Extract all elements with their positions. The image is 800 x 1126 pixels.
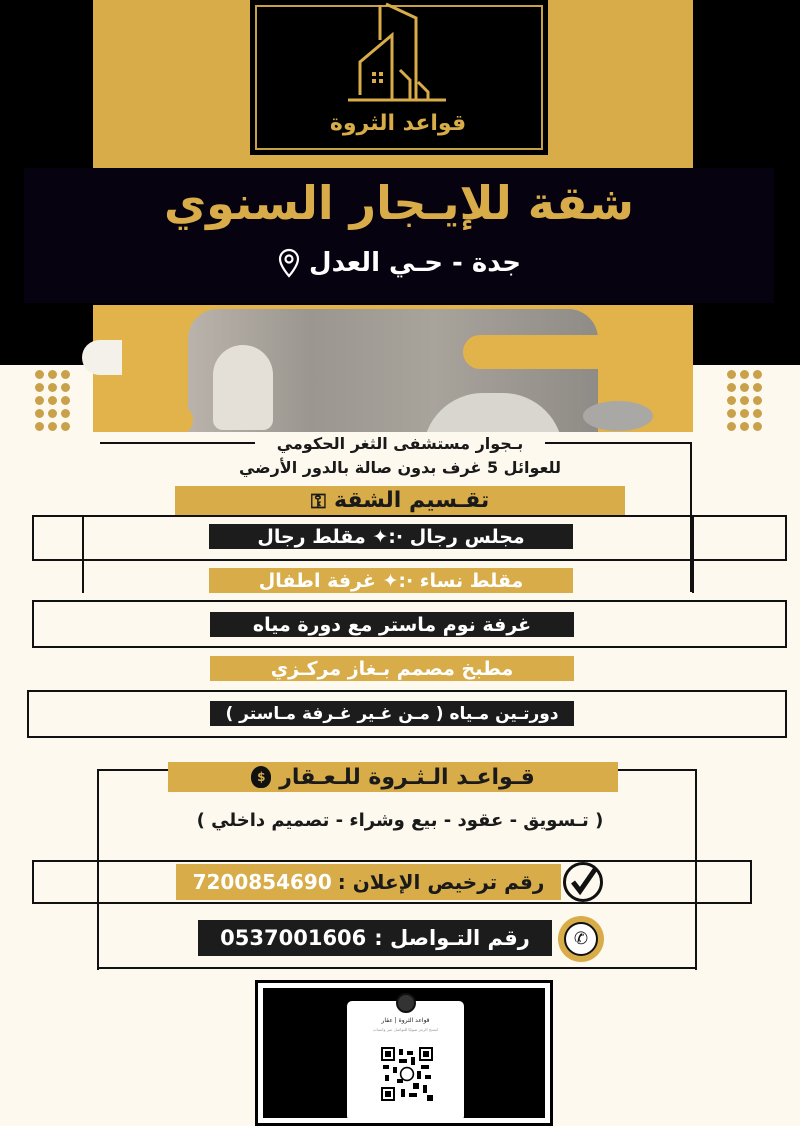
whatsapp-qr-card[interactable] xyxy=(347,1001,464,1121)
qr-subtitle: امسح الرمز ضوئيًا للتواصل عبر واتساب xyxy=(372,1027,439,1032)
detail-line-2: للعوائل 5 غرف بدون صالة بالدور الأرضي xyxy=(238,458,562,477)
building-skyline-icon xyxy=(318,0,478,150)
layout-item: مطبخ مصمم بـغاز مركـزي xyxy=(210,656,574,681)
decor-ellipse xyxy=(583,401,653,431)
license-number: رقم ترخيص الإعلان : 7200854690 xyxy=(176,864,561,900)
location xyxy=(24,248,774,278)
avatar xyxy=(396,993,416,1013)
page-title: شقة للإيـجار السنوي xyxy=(164,176,634,230)
detail-line-1: بـجوار مستشفى الثغر الحكومي xyxy=(276,434,524,453)
location-text: جدة - حـي العدل xyxy=(309,248,521,278)
layout-item: مقلط نساء ·:✦ غرفة اطفال xyxy=(209,568,573,593)
svg-text:قواعد الثروة: قواعد الثروة xyxy=(329,111,467,136)
company-heading: قـواعـد الـثـروة للـعـقار $ xyxy=(168,762,618,792)
money-bag-icon: $ xyxy=(251,766,271,788)
interior-photo-banner xyxy=(93,305,693,432)
decor-pill xyxy=(93,405,193,432)
dots-decoration-right xyxy=(728,370,762,431)
decor-pill xyxy=(463,335,693,369)
whatsapp-qr-icon[interactable] xyxy=(381,1047,433,1101)
key-icon: ⚿ xyxy=(310,488,326,513)
dots-decoration-left xyxy=(36,370,70,431)
qr-profile-name: قواعد الثروة | عقار xyxy=(381,1017,430,1024)
phone-icon: ✆ xyxy=(564,922,598,956)
layout-item: مجلس رجال ·:✦ مقلط رجال xyxy=(209,524,573,549)
layout-item: غرفة نوم ماستر مع دورة مياه xyxy=(210,612,574,637)
qr-code-card[interactable] xyxy=(255,980,553,1126)
contact-number[interactable]: رقم التـواصل : 0537001606 xyxy=(198,920,552,956)
company-services: ( تـسويق - عقود - بيع وشراء - تصميم داخلي ) xyxy=(196,810,604,831)
layout-item: دورتـين مـياه ( مـن غـير غـرفة مـاستر ) xyxy=(210,701,574,726)
map-pin-icon xyxy=(277,248,301,278)
check-circle-icon xyxy=(563,862,603,902)
decor-cap xyxy=(82,340,122,375)
layout-heading: تقـسيم الشقة ⚿ xyxy=(175,486,625,515)
vase-icon xyxy=(213,345,273,430)
phone-icon-badge xyxy=(558,916,604,962)
